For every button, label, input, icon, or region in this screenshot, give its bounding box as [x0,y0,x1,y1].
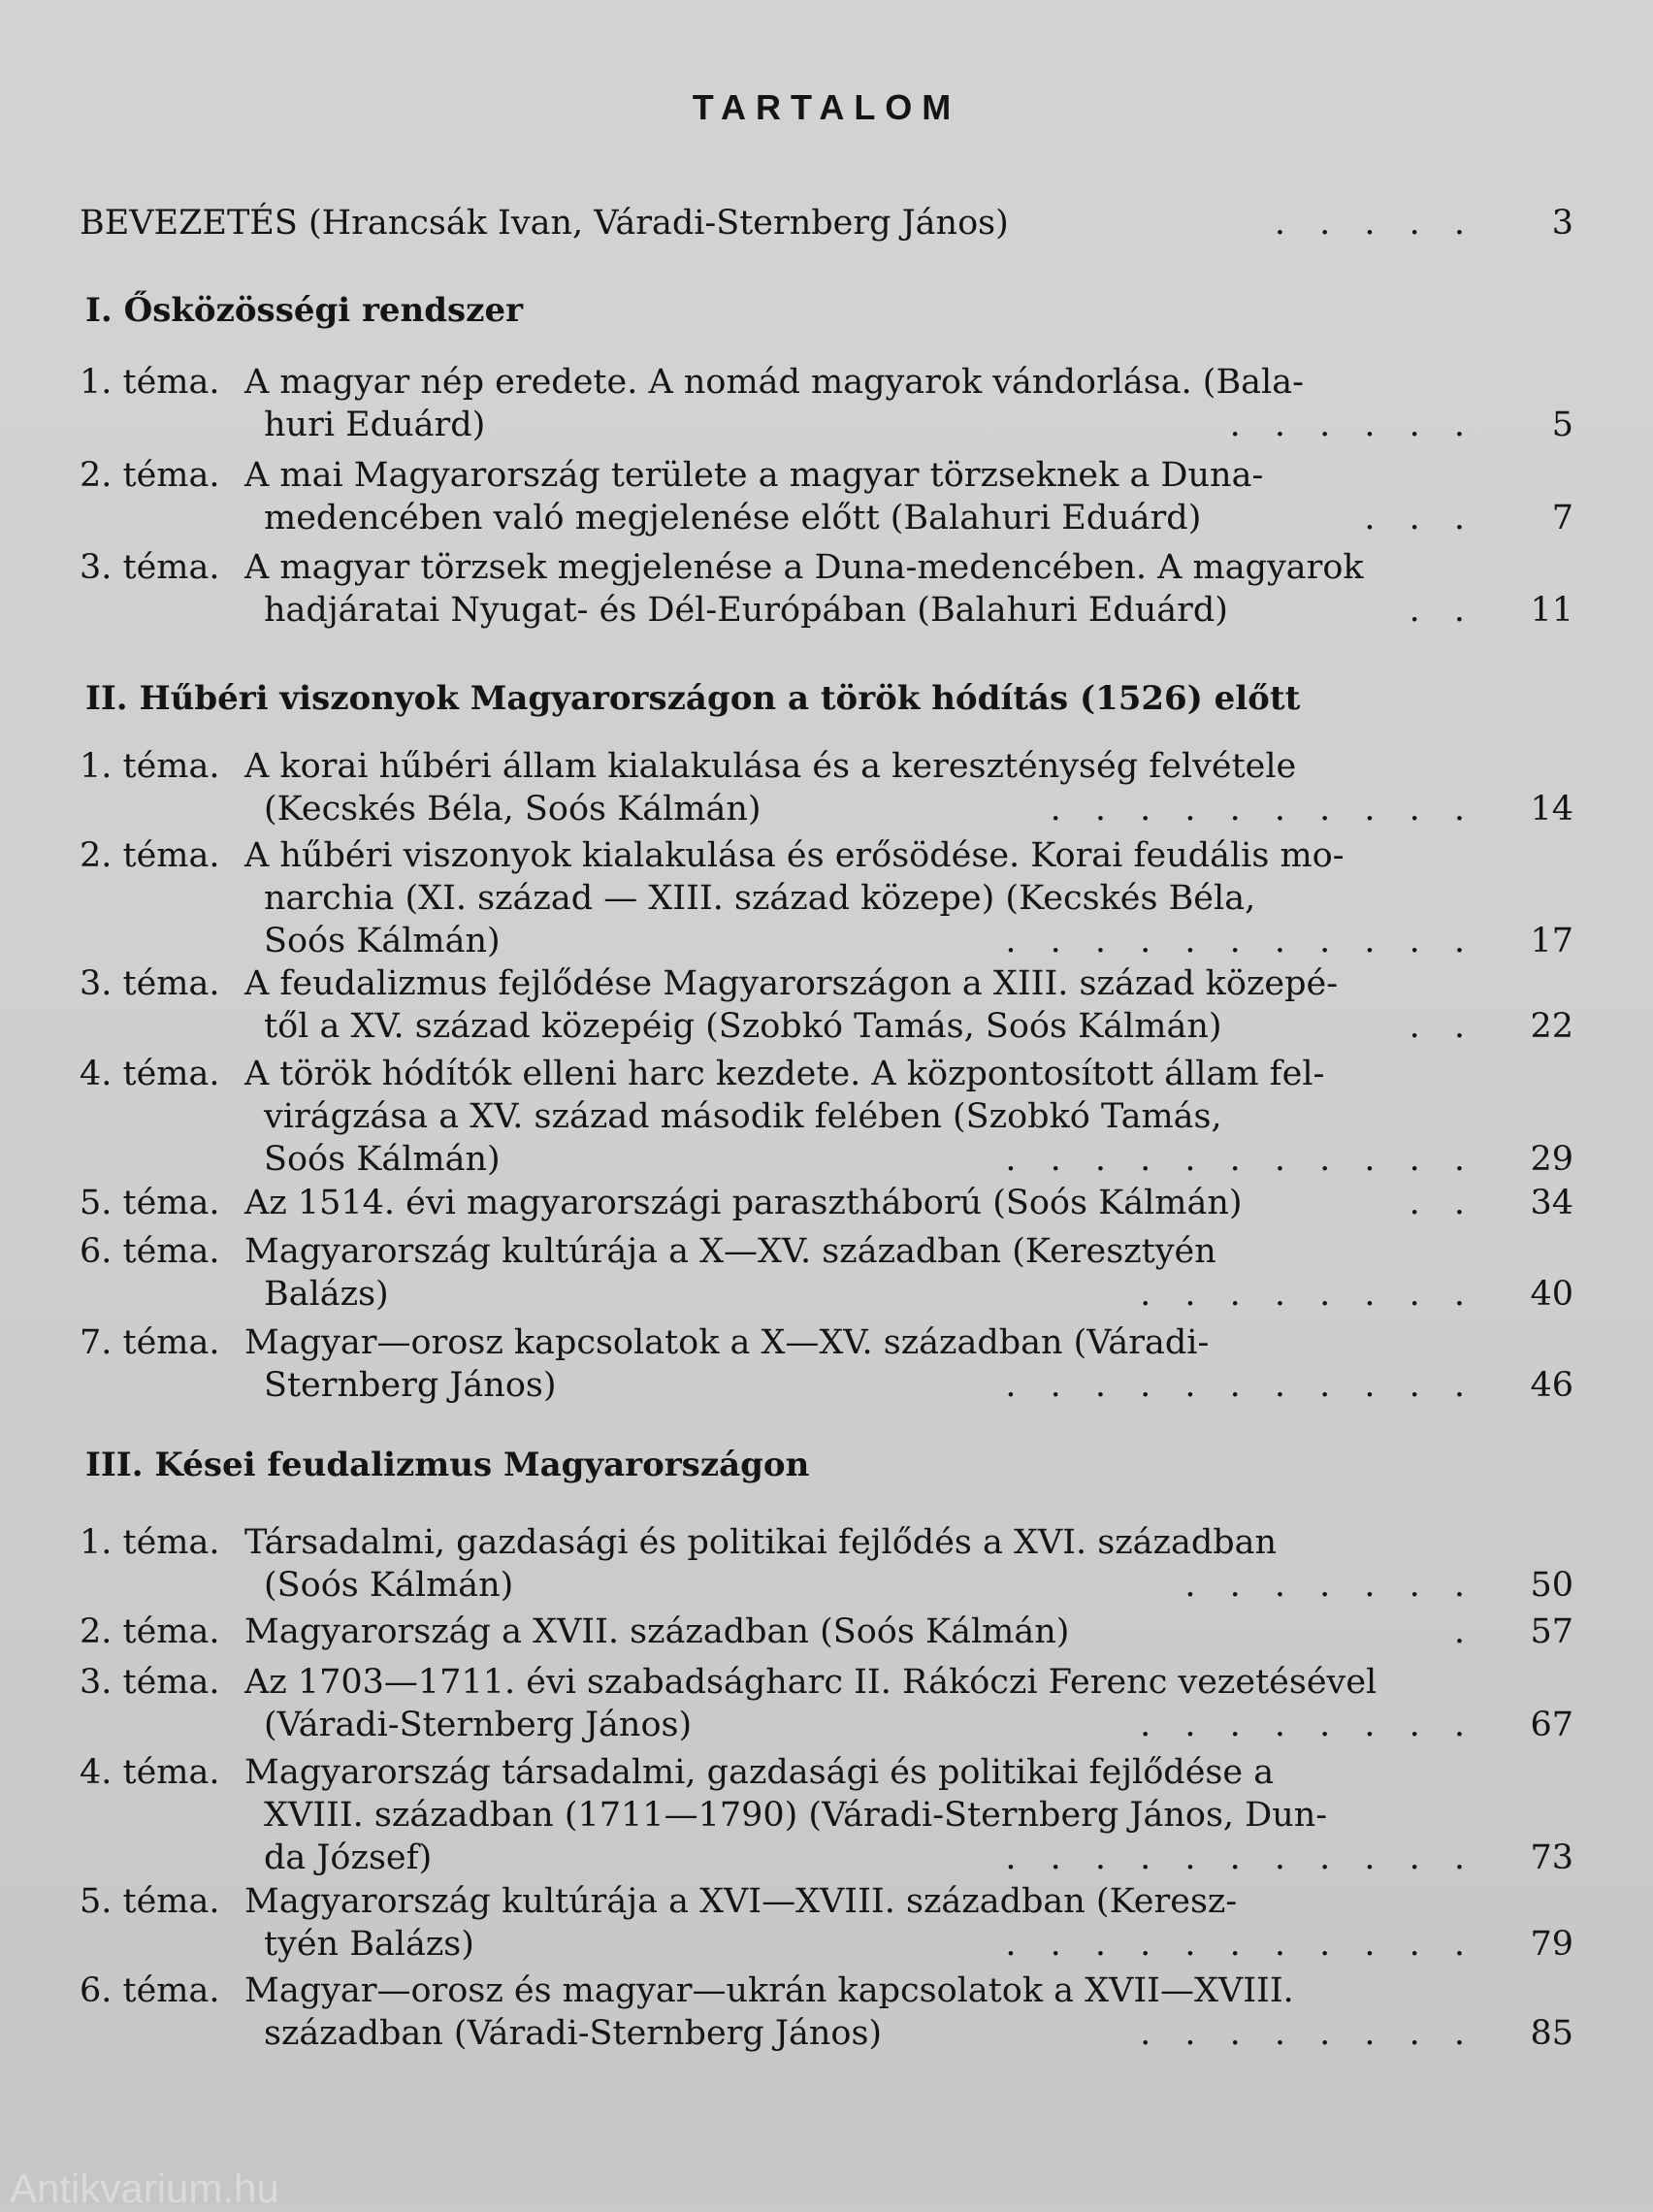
entry-text-line: Balázs) [264,1275,389,1314]
toc-entry [80,454,1573,539]
leader-dots: . . . . . . . . [1140,2014,1476,2053]
page-number: 34 [1530,1184,1573,1222]
toc-entry [80,962,1573,1048]
entry-text-line: Magyarország kultúrája a XVI—XVIII. században (Keresz- [244,1882,1238,1921]
section-heading-2: II. Hűbéri viszonyok Magyarországon a török hódítás (1526) előtt [85,679,1301,718]
leader-dots: . . . [1364,499,1476,537]
topic-number: 6. téma. [80,1232,220,1271]
watermark: Antikvarium.hu [10,2165,279,2211]
leader-dots: . . . . . . . . . . . [1005,922,1476,960]
toc-entry [80,1053,1573,1181]
topic-number: 2. téma. [80,836,220,875]
topic-number: 1. téma. [80,747,220,786]
entry-text-line: A hűbéri viszonyok kialakulása és erősödése. Korai feudális mo- [244,836,1345,875]
toc-entry [80,546,1573,632]
leader-dots: . . . . . . . . . . . [1005,1366,1476,1405]
section-heading-1: I. Ősközösségi rendszer [85,291,524,330]
leader-dots: . . [1409,1007,1476,1046]
entry-text-line: A török hódítók elleni harc kezdete. A központosított állam fel- [244,1055,1325,1093]
page-number: 67 [1530,1706,1573,1744]
leader-dots: . . . . . . . . . . . [1005,1925,1476,1964]
intro-text: BEVEZETÉS (Hrancsák Ivan, Váradi-Sternberg János) [80,204,1009,243]
page-number: 7 [1551,499,1573,537]
leader-dots: . [1453,1612,1476,1651]
entry-text-line: (Váradi-Sternberg János) [264,1706,693,1744]
entry-text-line: virágzása a XV. század második felében (Szobkó Tamás, [264,1097,1222,1136]
entry-text-line: Az 1514. évi magyarországi parasztháború (Soós Kálmán) [244,1184,1243,1222]
entry-text-line: A mai Magyarország területe a magyar törzseknek a Duna- [244,456,1264,495]
entry-text-line: hadjáratai Nyugat- és Dél-Európában (Balahuri Eduárd) [264,591,1228,630]
entry-text-line: Soós Kálmán) [264,1140,501,1179]
entry-text-line: medencében való megjelenése előtt (Balahuri Eduárd) [264,499,1202,537]
entry-text-line: A feudalizmus fejlődése Magyarországon a XIII. század közepé- [244,964,1339,1003]
entry-text-line: da József) [264,1838,433,1877]
page-number: 29 [1530,1140,1573,1179]
entry-text-line: Magyar—orosz kapcsolatok a X—XV. században (Váradi- [244,1323,1210,1362]
intro-entry [80,204,1573,246]
toc-entry [80,834,1573,962]
leader-dots: . . [1409,591,1476,630]
toc-entry [80,745,1573,830]
entry-text-line: Soós Kálmán) [264,922,501,960]
topic-number: 3. téma. [80,964,220,1003]
toc-entry [80,1230,1573,1316]
entry-text-line: Az 1703—1711. évi szabadságharc II. Rákóczi Ferenc vezetésével [244,1663,1378,1702]
entry-text-line: Társadalmi, gazdasági és politikai fejlődés a XVI. században [244,1523,1278,1562]
entry-text-line: huri Eduárd) [264,406,486,444]
page-number: 14 [1530,790,1573,829]
page-number: 22 [1530,1007,1573,1046]
toc-entry [80,1969,1573,2055]
entry-text-line: Magyarország kultúrája a X—XV. században (Keresztyén [244,1232,1216,1271]
entry-text-line: narchia (XI. század — XIII. század közepe) (Kecskés Béla, [264,879,1256,918]
leader-dots: . . . . . . [1229,406,1476,444]
leader-dots: . . . . . . . . . . [1050,790,1476,829]
leader-dots: . . . . . [1274,204,1476,243]
topic-number: 3. téma. [80,548,220,587]
entry-text-line: Magyarország társadalmi, gazdasági és politikai fejlődése a [244,1753,1275,1792]
section-heading-3: III. Kései feudalizmus Magyarországon [85,1446,810,1484]
topic-number: 5. téma. [80,1882,220,1921]
toc-entry [80,1610,1573,1653]
entry-text-line: Magyarország a XVII. században (Soós Kálmán) [244,1612,1070,1651]
page-number: 3 [1551,204,1573,243]
topic-number: 1. téma. [80,1523,220,1562]
topic-number: 2. téma. [80,456,220,495]
page-number: 50 [1530,1566,1573,1605]
entry-text-line: tyén Balázs) [264,1925,474,1964]
page-number: 73 [1530,1838,1573,1877]
leader-dots: . . . . . . . . [1140,1275,1476,1314]
topic-number: 5. téma. [80,1184,220,1222]
toc-entry [80,1751,1573,1879]
topic-number: 4. téma. [80,1055,220,1093]
entry-text-line: től a XV. század közepéig (Szobkó Tamás, Soós Kálmán) [264,1007,1222,1046]
leader-dots: . . . . . . . . . . . [1005,1838,1476,1877]
topic-number: 3. téma. [80,1663,220,1702]
topic-number: 4. téma. [80,1753,220,1792]
entry-text-line: A magyar nép eredete. A nomád magyarok vándorlása. (Bala- [244,363,1304,402]
entry-text-line: A magyar törzsek megjelenése a Duna-medencében. A magyarok [244,548,1364,587]
toc-entry [80,1661,1573,1746]
entry-text-line: A korai hűbéri állam kialakulása és a kereszténység felvétele [244,747,1297,786]
toc-entry [80,1321,1573,1407]
entry-text-line: században (Váradi-Sternberg János) [264,2014,883,2053]
page-number: 17 [1530,922,1573,960]
leader-dots: . . [1409,1184,1476,1222]
page-number: 5 [1551,406,1573,444]
toc-entry [80,1880,1573,1966]
topic-number: 1. téma. [80,363,220,402]
page-number: 11 [1530,591,1573,630]
entry-text-line: (Kecskés Béla, Soós Kálmán) [264,790,762,829]
topic-number: 6. téma. [80,1971,220,2010]
page-number: 85 [1530,2014,1573,2053]
entry-text-line: (Soós Kálmán) [264,1566,514,1605]
topic-number: 7. téma. [80,1323,220,1362]
entry-text-line: Sternberg János) [264,1366,557,1405]
toc-entry [80,1182,1573,1224]
toc-entry [80,1521,1573,1607]
entry-text-line: XVIII. században (1711—1790) (Váradi-Sternberg János, Dun- [264,1796,1328,1835]
page-number: 79 [1530,1925,1573,1964]
leader-dots: . . . . . . . [1184,1566,1476,1605]
entry-text-line: Magyar—orosz és magyar—ukrán kapcsolatok a XVII—XVIII. [244,1971,1294,2010]
leader-dots: . . . . . . . . [1140,1706,1476,1744]
page-number: 57 [1530,1612,1573,1651]
page-title: TARTALOM [692,87,961,127]
page-number: 46 [1530,1366,1573,1405]
topic-number: 2. téma. [80,1612,220,1651]
toc-entry [80,361,1573,446]
leader-dots: . . . . . . . . . . . [1005,1140,1476,1179]
page-number: 40 [1530,1275,1573,1314]
